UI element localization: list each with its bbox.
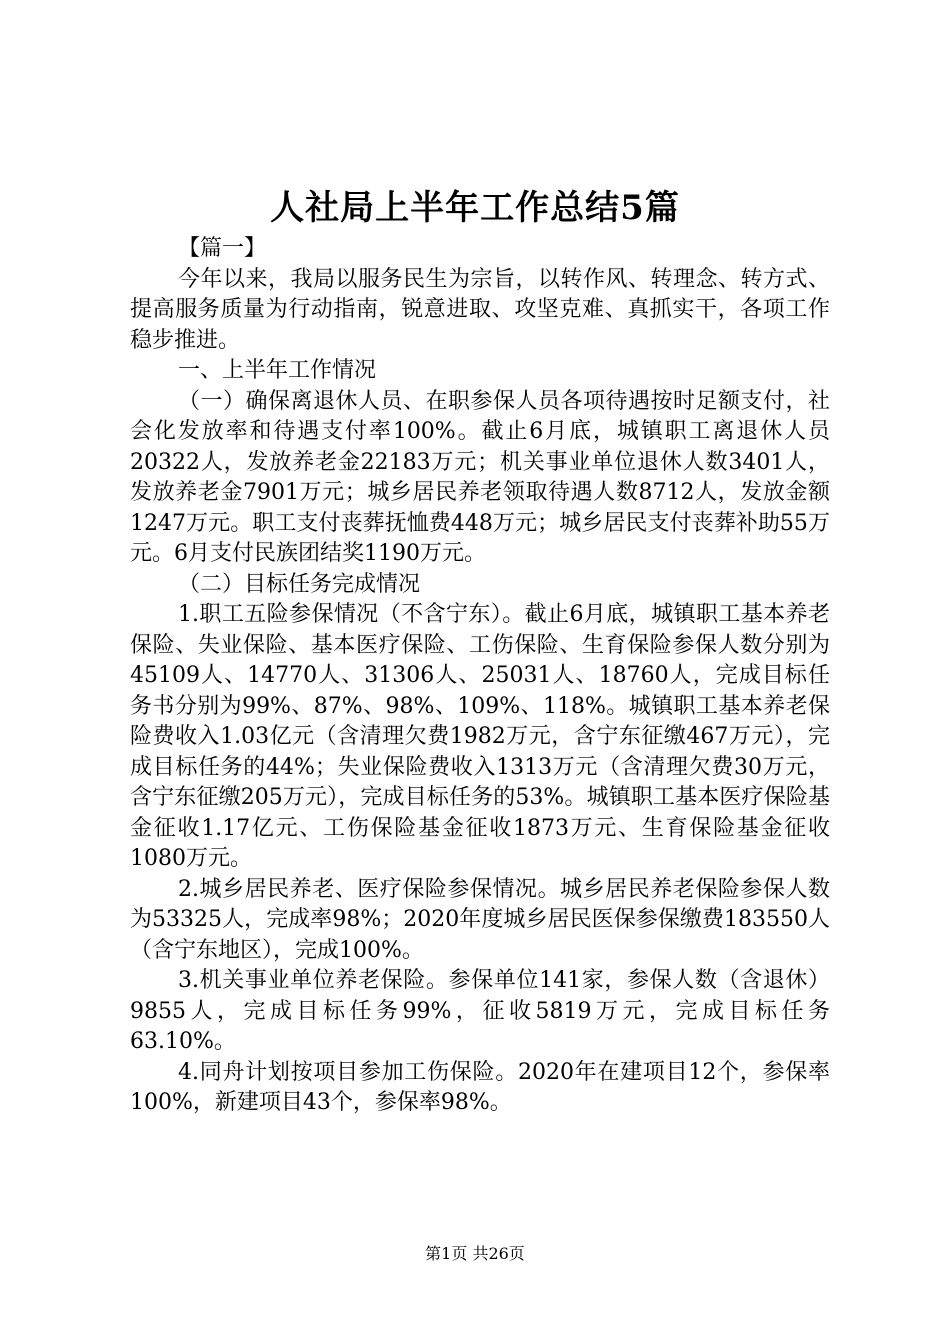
heading-work-status: 一、上半年工作情况 — [178, 358, 377, 383]
paragraph-item-1: 1.职工五险参保情况（不含宁东）。截止6月底，城镇职工基本养老保险、失业保险、基本医疗保险、工伤保险、生育保险参保人数分别为45109人、14770人、31306人、25031人、18760人，完成目标任务书分别为99%、87%、98%、109%、118%。城镇职工基本养老保险费收入1.03亿元（含清理欠费1982万元，含宁东征缴467万元），完成目标任务的44%；失业保险费收入1313万元（含清理欠费30万元，含宁东征缴205万元），完成目标任务的53%。城镇职工基本医疗保险基金征收1.17亿元、工伤保险基金征收1873万元、生育保险基金征收1080万元。 — [130, 602, 830, 871]
page-title: 人社局上半年工作总结5篇 — [270, 188, 680, 228]
paragraph-item-4: 4.同舟计划按项目参加工伤保险。2020年在建项目12个，参保率100%，新建项目43个，参保率98%。 — [130, 1059, 830, 1115]
page-footer: 第1页 共26页 — [425, 1244, 525, 1263]
section-label: 【篇一】 — [178, 236, 267, 261]
document-body — [130, 234, 830, 1119]
heading-targets: （二）目标任务完成情况 — [178, 571, 421, 597]
paragraph-item-2: 2.城乡居民养老、医疗保险参保情况。城乡居民养老保险参保人数为53325人，完成率98%；2020年度城乡居民医保参保缴费183550人（含宁东地区），完成100%。 — [130, 876, 830, 963]
intro-paragraph: 今年以来，我局以服务民生为宗旨，以转作风、转理念、转方式、提高服务质量为行动指南，锐意进取、攻坚克难、真抓实干，各项工作稳步推进。 — [130, 266, 830, 353]
paragraph-item-3: 3.机关事业单位养老保险。参保单位141家，参保人数（含退休）9855人，完成目标任务99%，征收5819万元，完成目标任务63.10%。 — [130, 968, 830, 1054]
paragraph-benefits: （一）确保离退休人员、在职参保人员各项待遇按时足额支付，社会化发放率和待遇支付率100%。截止6月底，城镇职工离退休人员20322人，发放养老金22183万元；机关事业单位退休人数3401人，发放养老金7901万元；城乡居民养老领取待遇人数8712人，发放金额1247万元。职工支付丧葬抚恤费448万元；城乡居民支付丧葬补助55万元。6月支付民族团结奖1190万元。 — [130, 388, 830, 566]
